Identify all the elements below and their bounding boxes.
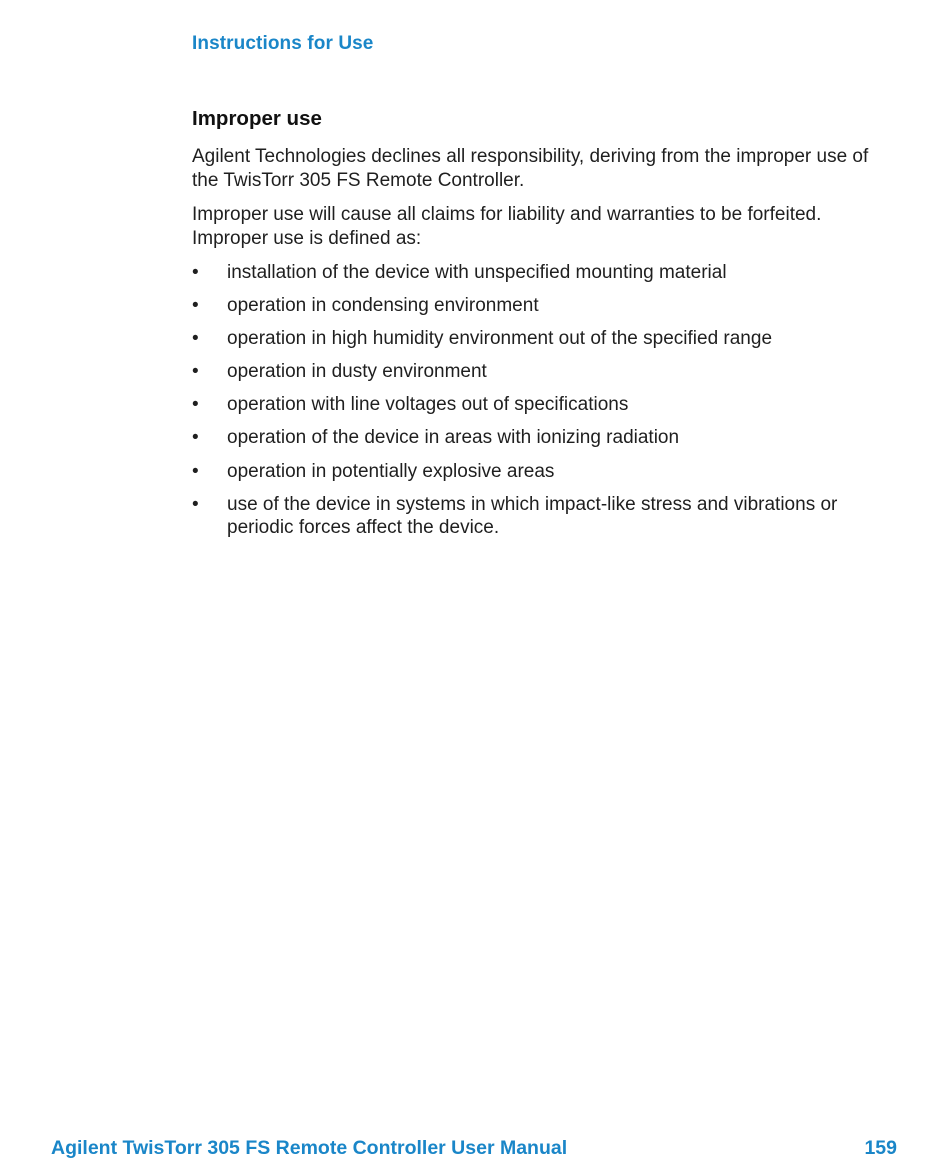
list-item: [192, 460, 892, 484]
list-item: [192, 493, 892, 540]
definition-paragraph: Improper use will cause all claims for liability and warranties to be forfeited. Improper use is defined as:: [192, 204, 822, 249]
bullet-icon: •: [192, 262, 199, 283]
bullet-icon: •: [192, 295, 199, 317]
list-item: [192, 360, 892, 384]
list-item: [192, 327, 892, 351]
intro-paragraph: Agilent Technologies declines all responsibility, deriving from the improper use of the TwisTorr 305 FS Remote Controller.: [192, 146, 869, 191]
list-item: [192, 261, 892, 285]
main-content: [192, 106, 892, 549]
bullet-icon: •: [192, 427, 199, 449]
bullet-icon: •: [192, 493, 199, 515]
improper-use-list: [192, 261, 892, 540]
bullet-icon: •: [192, 328, 199, 350]
list-item: [192, 426, 892, 450]
list-item-text: installation of the device with unspecified mounting material: [227, 262, 727, 283]
running-header: Instructions for Use: [192, 33, 374, 54]
list-item-text: operation in dusty environment: [227, 361, 487, 383]
list-item-text: operation in high humidity environment out of the specified range: [227, 328, 773, 350]
footer-manual-title: Agilent TwisTorr 305 FS Remote Controller User Manual: [51, 1137, 568, 1159]
bullet-icon: •: [192, 394, 199, 416]
list-item-text: operation in potentially explosive areas: [227, 460, 555, 482]
list-item: [192, 393, 892, 417]
list-item-text: use of the device in systems in which impact-like stress and vibrations or periodic forces affect the device.: [227, 493, 838, 539]
list-item-text: operation of the device in areas with ionizing radiation: [227, 427, 680, 449]
section-heading: Improper use: [192, 107, 322, 130]
bullet-icon: •: [192, 460, 199, 482]
bullet-icon: •: [192, 361, 199, 383]
list-item-text: operation with line voltages out of specifications: [227, 394, 629, 416]
list-item: [192, 294, 892, 318]
list-item-text: operation in condensing environment: [227, 295, 539, 317]
page-number: 159: [864, 1137, 897, 1159]
